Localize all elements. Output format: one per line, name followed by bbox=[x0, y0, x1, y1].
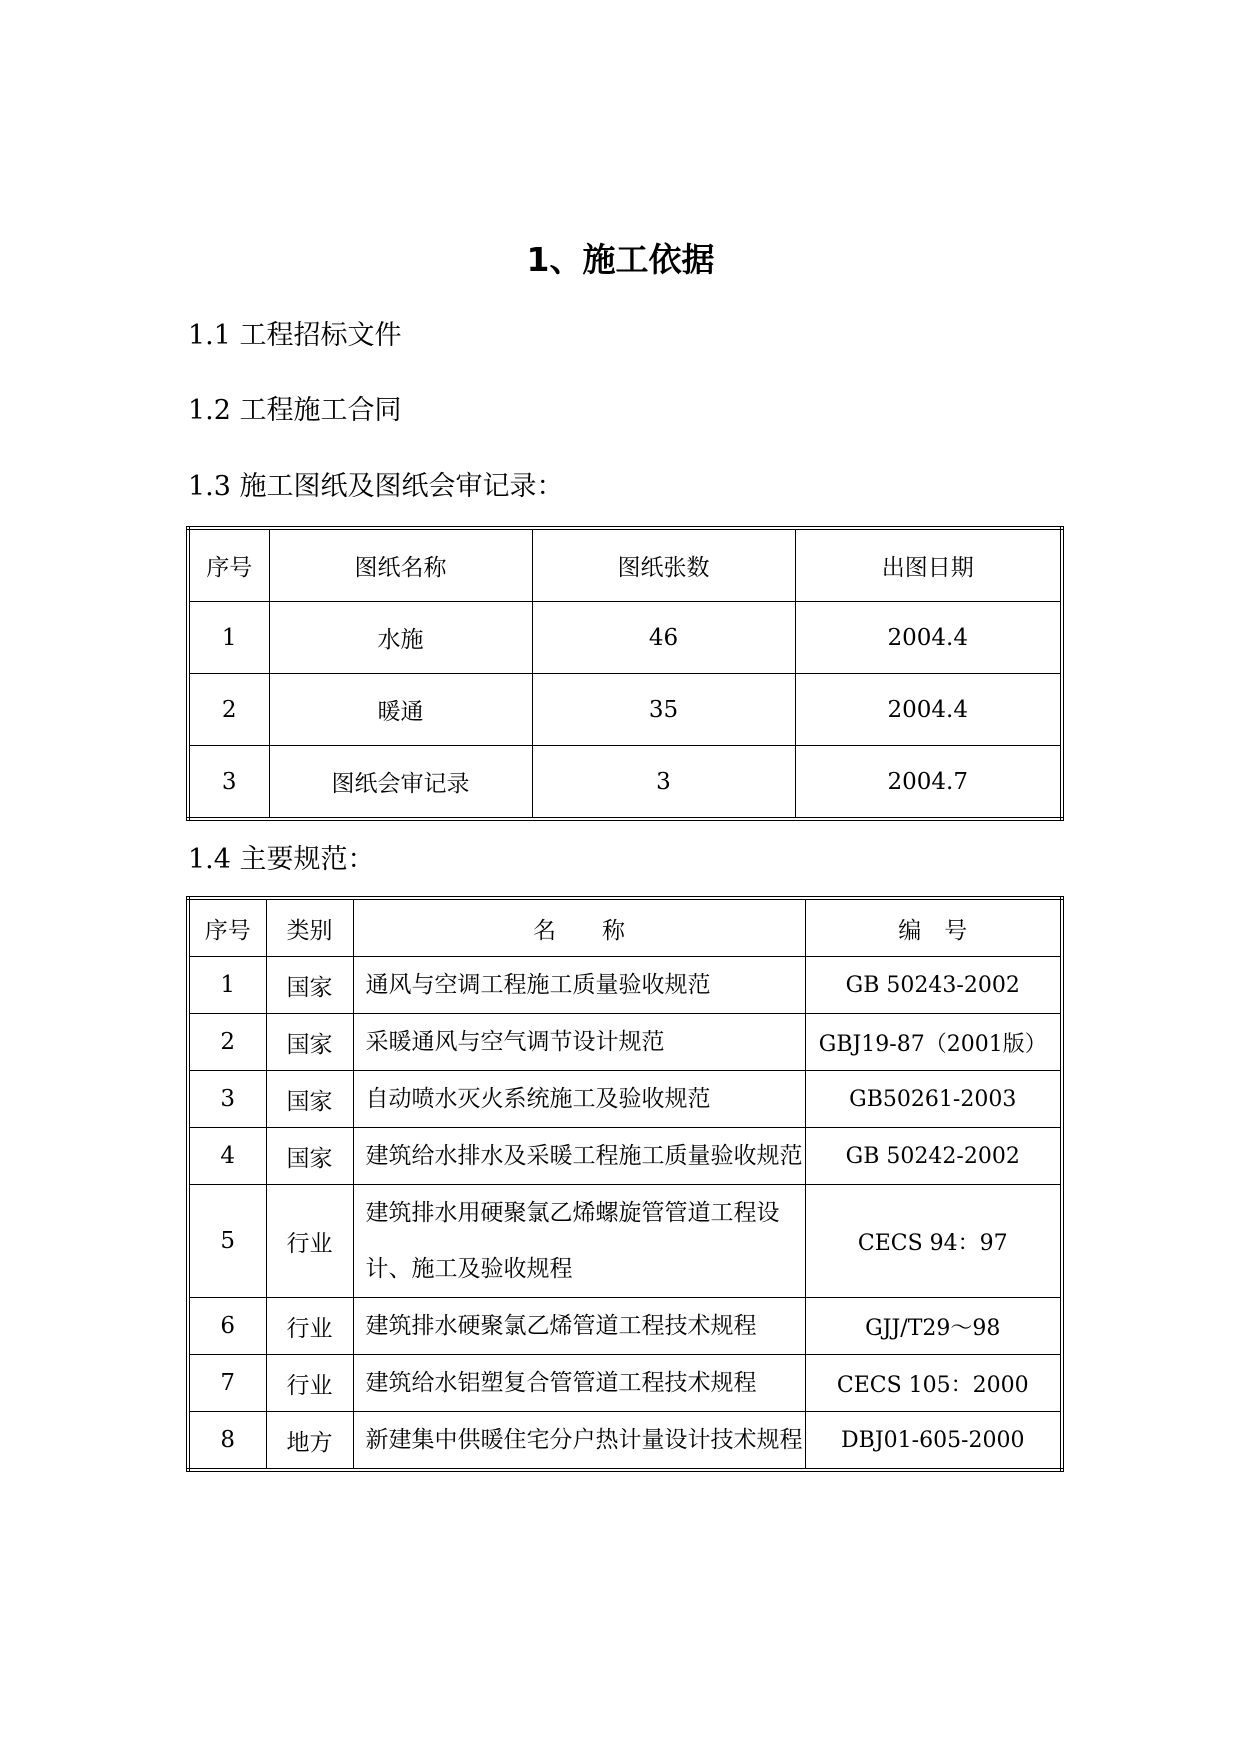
table-cell: 采暖通风与空气调节设计规范 bbox=[353, 1014, 805, 1071]
header-cell: 图纸张数 bbox=[532, 528, 795, 602]
table-cell: 2004.7 bbox=[795, 746, 1062, 820]
table-cell: GB 50242-2002 bbox=[805, 1128, 1062, 1185]
table-cell: 国家 bbox=[266, 1014, 353, 1071]
table-cell: 2 bbox=[188, 1014, 266, 1071]
section-1-2-heading: 1.2 工程施工合同 bbox=[188, 395, 402, 426]
table-cell: 1 bbox=[188, 957, 266, 1014]
header-cell: 类别 bbox=[266, 898, 353, 957]
table-cell: 1 bbox=[188, 602, 269, 674]
table-cell: 国家 bbox=[266, 1128, 353, 1185]
table-row bbox=[188, 1355, 1062, 1412]
table-cell: 通风与空调工程施工质量验收规范 bbox=[353, 957, 805, 1014]
table-cell: 国家 bbox=[266, 957, 353, 1014]
table-cell: DBJ01-605-2000 bbox=[805, 1412, 1062, 1471]
table-cell: 3 bbox=[532, 746, 795, 820]
header-cell: 编 号 bbox=[805, 898, 1062, 957]
table-row bbox=[188, 957, 1062, 1014]
table-header-row bbox=[188, 898, 1062, 957]
table-header-row bbox=[188, 528, 1062, 602]
table-cell: 行业 bbox=[266, 1355, 353, 1412]
table-row bbox=[188, 674, 1062, 746]
section-1-1-heading: 1.1 工程招标文件 bbox=[188, 320, 402, 351]
drawings-table bbox=[186, 526, 1064, 821]
table-row bbox=[188, 1298, 1062, 1355]
section-1-4-heading: 1.4 主要规范： bbox=[188, 844, 375, 875]
table-cell: CECS 94：97 bbox=[805, 1185, 1062, 1298]
table-row bbox=[188, 1185, 1062, 1298]
table-cell: 2004.4 bbox=[795, 674, 1062, 746]
table-row bbox=[188, 1071, 1062, 1128]
section-1-3-heading: 1.3 施工图纸及图纸会审记录： bbox=[188, 471, 564, 502]
table-row bbox=[188, 1128, 1062, 1185]
table-row bbox=[188, 1412, 1062, 1471]
header-cell: 出图日期 bbox=[795, 528, 1062, 602]
table-cell: 水施 bbox=[269, 602, 532, 674]
table-cell: 新建集中供暖住宅分户热计量设计技术规程 bbox=[353, 1412, 805, 1471]
header-cell: 序号 bbox=[188, 528, 269, 602]
table-cell: 4 bbox=[188, 1128, 266, 1185]
table-cell: GB 50243-2002 bbox=[805, 957, 1062, 1014]
table-cell: 建筑给水铝塑复合管管道工程技术规程 bbox=[353, 1355, 805, 1412]
table-cell: CECS 105：2000 bbox=[805, 1355, 1062, 1412]
table-cell: 建筑排水硬聚氯乙烯管道工程技术规程 bbox=[353, 1298, 805, 1355]
table-cell: 图纸会审记录 bbox=[269, 746, 532, 820]
standards-table bbox=[186, 896, 1064, 1472]
table-cell: GBJ19-87（2001版） bbox=[805, 1014, 1062, 1071]
table-cell: 46 bbox=[532, 602, 795, 674]
table-cell: 6 bbox=[188, 1298, 266, 1355]
table-cell: 行业 bbox=[266, 1298, 353, 1355]
table-cell: 7 bbox=[188, 1355, 266, 1412]
header-cell: 图纸名称 bbox=[269, 528, 532, 602]
table-cell: 5 bbox=[188, 1185, 266, 1298]
table-cell: 3 bbox=[188, 1071, 266, 1128]
page-title: 1、施工依据 bbox=[526, 240, 715, 279]
table-cell: 建筑排水用硬聚氯乙烯螺旋管管道工程设计、施工及验收规程 bbox=[353, 1185, 805, 1298]
table-cell: GB50261-2003 bbox=[805, 1071, 1062, 1128]
table-cell: 国家 bbox=[266, 1071, 353, 1128]
table-cell: 3 bbox=[188, 746, 269, 820]
table-row bbox=[188, 602, 1062, 674]
table-cell: 2004.4 bbox=[795, 602, 1062, 674]
table-cell: 地方 bbox=[266, 1412, 353, 1471]
header-cell: 序号 bbox=[188, 898, 266, 957]
table-cell: 行业 bbox=[266, 1185, 353, 1298]
table-cell: GJJ/T29～98 bbox=[805, 1298, 1062, 1355]
table-cell: 2 bbox=[188, 674, 269, 746]
table-cell: 自动喷水灭火系统施工及验收规范 bbox=[353, 1071, 805, 1128]
table-row bbox=[188, 746, 1062, 820]
table-cell: 建筑给水排水及采暖工程施工质量验收规范 bbox=[353, 1128, 805, 1185]
table-cell: 35 bbox=[532, 674, 795, 746]
table-cell: 暖通 bbox=[269, 674, 532, 746]
table-row bbox=[188, 1014, 1062, 1071]
table-cell: 8 bbox=[188, 1412, 266, 1471]
header-cell: 名 称 bbox=[353, 898, 805, 957]
